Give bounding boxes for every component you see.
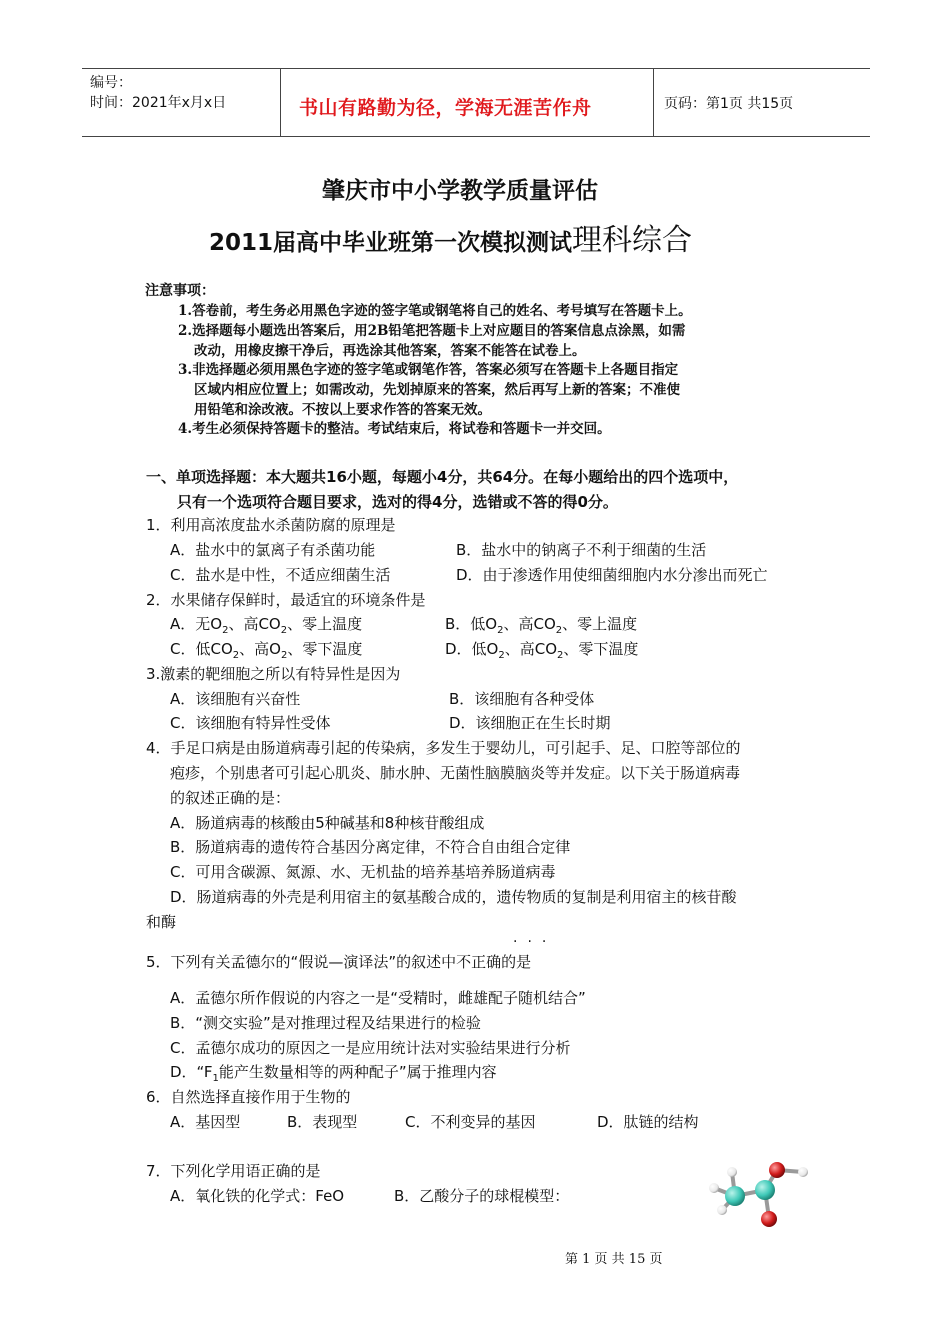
note-line: 用铅笔和涂改液。不按以上要求作答的答案无效。 xyxy=(194,402,491,418)
section-heading-cont: 只有一个选项符合题目要求，选对的得4分，选错或不答的得0分。 xyxy=(177,493,618,511)
note-line: 1.答卷前，考生务必用黑色字迹的签字笔或钢笔将自己的姓名、考号填写在答题卡上。 xyxy=(178,303,692,319)
question-stem: 1．利用高浓度盐水杀菌防腐的原理是 xyxy=(146,516,396,534)
header-top-rule xyxy=(82,68,870,69)
question-stem: 4．手足口病是由肠道病毒引起的传染病，多发生于婴幼儿，可引起手、足、口腔等部位的 xyxy=(146,739,741,757)
option-a: A．氧化铁的化学式：FeO xyxy=(170,1187,345,1205)
note-line: 4.考生必须保持答题卡的整洁。考试结束后，将试卷和答题卡一并交回。 xyxy=(178,421,611,437)
option-b: B．肠道病毒的遗传符合基因分离定律，不符合自由组合定律 xyxy=(170,838,571,856)
header-code-label: 编号： xyxy=(90,75,132,91)
option-b: B．乙酸分子的球棍模型： xyxy=(394,1187,570,1205)
option-c: C．可用含碳源、氮源、水、无机盐的培养基培养肠道病毒 xyxy=(170,863,556,881)
option-a: A．无$O_2$、高$CO_2$、零上温度 xyxy=(170,615,363,636)
header-page-info: 页码：第1页 共15页 xyxy=(664,96,794,112)
option-c: C．盐水是中性，不适应细菌生活 xyxy=(170,566,391,584)
note-line: 区域内相应位置上；如需改动，先划掉原来的答案，然后再写上新的答案；不准使 xyxy=(194,382,680,398)
option-c: C．低$CO_2$、高$O_2$、零下温度 xyxy=(170,640,363,661)
option-b: B．盐水中的钠离子不利于细菌的生活 xyxy=(456,541,707,559)
subtitle-main: 2011届高中毕业班第一次模拟测试 xyxy=(209,230,573,256)
option-a: A．肠道病毒的核酸由5种碱基和8种核苷酸组成 xyxy=(170,814,485,832)
note-line: 3.非选择题必须用黑色字迹的签字笔或钢笔作答，答案必须写在答题卡上各题目指定 xyxy=(178,362,679,378)
option-d: D．该细胞正在生长时期 xyxy=(449,714,611,732)
option-c: C．不利变异的基因 xyxy=(405,1113,536,1131)
page-subtitle xyxy=(209,215,692,259)
option-b: B．该细胞有各种受体 xyxy=(449,690,595,708)
section-heading: 一、单项选择题：本大题共16小题，每题小4分，共64分。在每小题给出的四个选项中， xyxy=(146,468,739,486)
option-d: D．肠道病毒的外壳是利用宿主的氨基酸合成的，遗传物质的复制是利用宿主的核苷酸 xyxy=(170,888,737,906)
subtitle-big: 理科综合 xyxy=(572,223,693,258)
option-d: D．“$F_1$能产生数量相等的两种配子”属于推理内容 xyxy=(170,1063,497,1084)
header-bottom-rule xyxy=(82,136,870,137)
option-b: B．低$O_2$、高$CO_2$、零上温度 xyxy=(445,615,638,636)
option-b: B．表现型 xyxy=(287,1113,358,1131)
note-line: 2.选择题每小题选出答案后，用2B铅笔把答题卡上对应题目的答案信息点涂黑，如需 xyxy=(178,323,686,339)
header-divider-left xyxy=(280,68,281,136)
option-d-cont: 和酶 xyxy=(146,913,177,931)
option-a: A．基因型 xyxy=(170,1113,241,1131)
question-stem-cont: 的叙述正确的是： xyxy=(170,789,291,807)
option-a: A．盐水中的氯离子有杀菌功能 xyxy=(170,541,376,559)
page-title: 肇庆市中小学教学质量评估 xyxy=(322,178,598,204)
option-b: B．“测交实验”是对推理过程及结果进行的检验 xyxy=(170,1014,481,1032)
option-d: D．肽链的结构 xyxy=(597,1113,699,1131)
page-footer: 第 1 页 共 15 页 xyxy=(565,1252,663,1267)
option-a: A．该细胞有兴奋性 xyxy=(170,690,301,708)
option-a: A．孟德尔所作假说的内容之一是“受精时，雌雄配子随机结合” xyxy=(170,989,586,1007)
option-d: D．由于渗透作用使细菌细胞内水分渗出而死亡 xyxy=(456,566,768,584)
notes-heading: 注意事项： xyxy=(145,283,215,299)
header-time-label: 时间：2021年x月x日 xyxy=(90,95,227,111)
emphasis-dots: ··· xyxy=(513,934,557,950)
question-stem: 2．水果储存保鲜时，最适宜的环境条件是 xyxy=(146,591,426,609)
acetic-acid-ball-stick-model xyxy=(700,1158,815,1238)
question-stem: 7．下列化学用语正确的是 xyxy=(146,1162,321,1180)
question-stem: 6．自然选择直接作用于生物的 xyxy=(146,1088,351,1106)
question-stem-cont: 疱疹，个别患者可引起心肌炎、肺水肿、无菌性脑膜脑炎等并发症。以下关于肠道病毒 xyxy=(170,764,741,782)
header-motto: 书山有路勤为径，学海无涯苦作舟 xyxy=(299,97,592,119)
option-c: C．孟德尔成功的原因之一是应用统计法对实验结果进行分析 xyxy=(170,1039,571,1057)
option-c: C．该细胞有特异性受体 xyxy=(170,714,331,732)
note-line: 改动，用橡皮擦干净后，再选涂其他答案，答案不能答在试卷上。 xyxy=(194,343,586,359)
option-d: D．低$O_2$、高$CO_2$、零下温度 xyxy=(445,640,639,661)
question-stem: 5．下列有关孟德尔的“假说—演译法”的叙述中不正确的是 xyxy=(146,953,532,971)
question-stem: 3.激素的靶细胞之所以有特异性是因为 xyxy=(146,665,401,683)
header-divider-right xyxy=(653,68,654,136)
